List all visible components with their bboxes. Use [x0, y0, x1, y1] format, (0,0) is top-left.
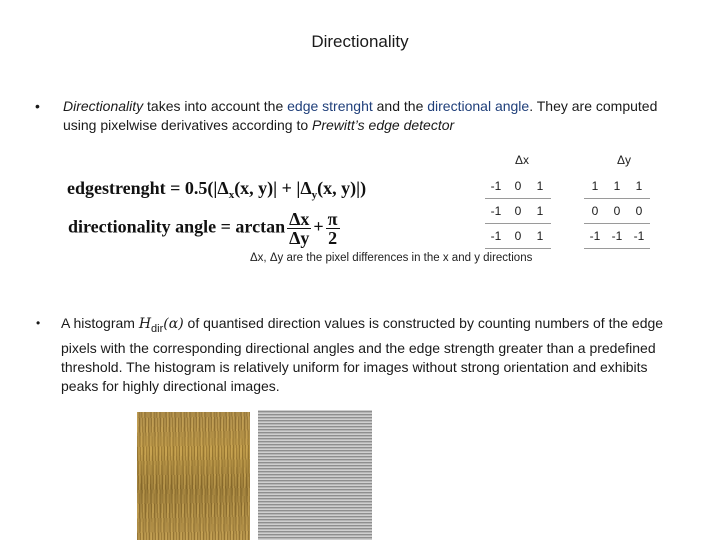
delta-symbol: Δ: [300, 178, 312, 198]
bullet-histogram: [61, 314, 671, 396]
kernel-cell: 0: [584, 199, 606, 224]
kernel-dx-table: [485, 174, 551, 249]
fraction-denominator: Δy: [289, 228, 310, 248]
horizontal-lines-texture-image: [258, 410, 372, 540]
bullet-marker: •: [36, 316, 41, 330]
kernel-cell: -1: [606, 224, 628, 249]
kernel-cell: 1: [529, 199, 551, 224]
kernel-cell: -1: [485, 199, 507, 224]
formula-part: (x, y)|): [317, 178, 367, 198]
kernel-row: [485, 174, 551, 199]
fraction-pi-2: [326, 210, 340, 247]
kernel-dy-label: Δy: [617, 153, 632, 167]
slide-title: Directionality: [311, 32, 409, 51]
formula-direction-angle: [68, 210, 342, 247]
kernel-cell: 0: [507, 199, 529, 224]
kernel-caption: Δx, Δy are the pixel differences in the x and y directions: [250, 252, 533, 264]
term-edge-strength: edge strenght: [287, 98, 373, 114]
kernel-row: [584, 174, 650, 199]
bullet-directionality: [63, 97, 663, 135]
formula-edge-strength: [67, 178, 366, 201]
kernel-cell: 1: [628, 174, 650, 199]
kernel-row: [584, 224, 650, 249]
plus-sign: +: [313, 216, 324, 237]
delta-symbol: Δ: [217, 178, 229, 198]
formula-lhs: directionality angle: [68, 216, 217, 237]
histogram-symbol: H: [138, 316, 152, 332]
kernel-cell: 1: [584, 174, 606, 199]
kernel-cell: 0: [606, 199, 628, 224]
bullet-text: of quantised direction values is constructed by counting numbers of the edge pixels with the corresponding directional angles and the edge strength greater than a predefined threshold. The histogram is relatively uniform for images without strong orientation and exhibits peaks for highly directional images.: [61, 315, 664, 394]
kernel-cell: 0: [628, 199, 650, 224]
kernel-cell: 1: [529, 174, 551, 199]
formula-lhs: edgestrenght: [67, 178, 166, 198]
grass-texture-image: [137, 412, 250, 540]
kernel-cell: -1: [485, 174, 507, 199]
formula-part: = arctan: [216, 216, 286, 237]
bullet-text: and the: [372, 98, 428, 114]
formula-part: (x, y)| + |: [234, 178, 301, 198]
kernel-row: [485, 199, 551, 224]
kernel-cell: 0: [507, 224, 529, 249]
kernel-dy-table: [584, 174, 650, 249]
fraction-numerator: π: [327, 209, 338, 229]
fraction-denominator: 2: [328, 228, 338, 248]
bullet-text: . They are computed using pixelwise derivatives according to: [63, 98, 658, 133]
term-directionality: Directionality: [63, 98, 144, 114]
kernel-dx-label: Δx: [515, 153, 530, 167]
formula-part: = 0.5(|: [165, 178, 218, 198]
histogram-subscript: dir: [151, 323, 164, 335]
term-directional-angle: directional angle: [427, 98, 530, 114]
histogram-argument: (α): [163, 316, 184, 332]
term-prewitt: Prewitt’s edge detector: [312, 117, 455, 133]
bullet-text: takes into account the: [143, 98, 288, 114]
delta-subscript: y: [311, 189, 318, 201]
kernel-row: [584, 199, 650, 224]
kernel-cell: 1: [606, 174, 628, 199]
kernel-row: [485, 224, 551, 249]
kernel-cell: -1: [584, 224, 606, 249]
kernel-cell: -1: [628, 224, 650, 249]
fraction-numerator: Δx: [289, 209, 310, 229]
kernel-cell: 1: [529, 224, 551, 249]
bullet-marker: •: [35, 98, 40, 114]
bullet-text: A histogram: [61, 315, 139, 331]
kernel-cell: 0: [507, 174, 529, 199]
kernel-cell: -1: [485, 224, 507, 249]
fraction-dx-dy: [287, 210, 311, 247]
delta-subscript: x: [228, 189, 235, 201]
